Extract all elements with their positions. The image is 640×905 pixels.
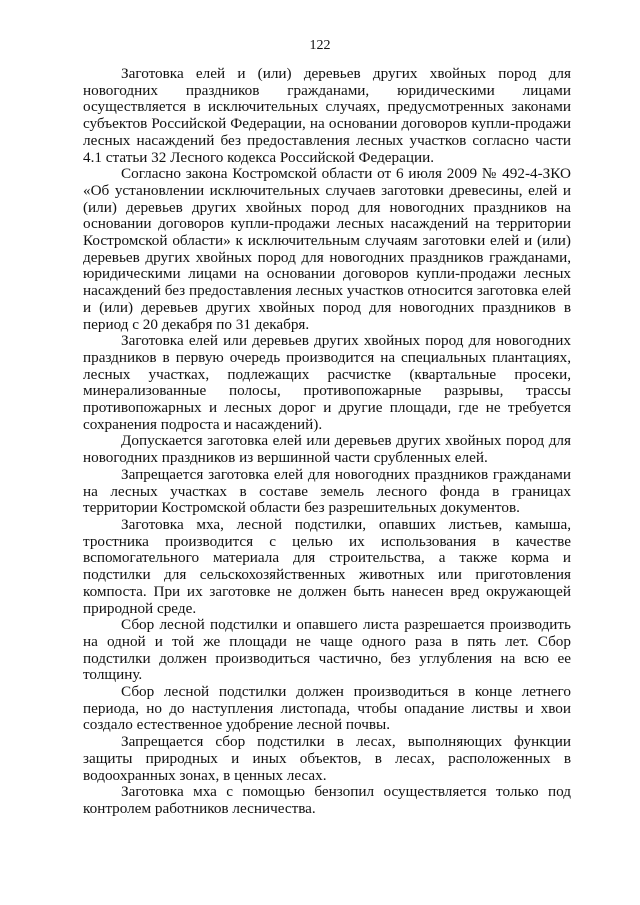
body-text [83, 66, 571, 818]
paragraph-litter-collection-timing: Сбор лесной подстилки должен производиться в конце летнего периода, но до наступления листопада, чтобы опадание листвы и хвои создало естественное удобрение лесной почвы. [83, 683, 571, 734]
paragraph-protected-forests: Запрещается сбор подстилки в лесах, выполняющих функции защиты природных и иных объектов, в лесах, расположенных в водоохранных зонах, в ценных лесах. [83, 733, 571, 784]
paragraph-spruce-harvesting-exceptions: Заготовка елей и (или) деревьев других хвойных пород для новогодних праздников гражданами, юридическими лицами осуществляется в исключительных случаях, предусмотренных законами субъектов Российской Федерации, на основании договоров купли-продажи лесных насаждений без предоставления лесных участков согласно части 4.1 статьи 32 Лесного кодекса Российской Федерации. [83, 65, 571, 166]
paragraph-litter-collection-frequency: Сбор лесной подстилки и опавшего листа разрешается производить на одной и той же площади не чаще одного раза в пять лет. Сбор подстилки должен производиться частично, без углубления на всю ее толщину. [83, 616, 571, 684]
paragraph-moss-chainsaw-control: Заготовка мха с помощью бензопил осуществляется только под контролем работников лесничества. [83, 783, 571, 817]
paragraph-treetop-harvesting: Допускается заготовка елей или деревьев других хвойных пород для новогодних праздников из вершинной части срубленных елей. [83, 432, 571, 467]
page-number: 122 [309, 38, 331, 53]
paragraph-moss-litter-harvesting: Заготовка мха, лесной подстилки, опавших листьев, камыша, тростника производится с целью их использования в качестве вспомогательного материала для строительства, а также корма и подстилки для сельскохозяйственных животных или приготовления компоста. При их заготовке не должен быть нанесен вред окружающей природной среде. [83, 515, 571, 617]
paragraph-priority-areas: Заготовка елей или деревьев других хвойных пород для новогодних праздников в первую очередь производится на специальных плантациях, лесных участках, подлежащих расчистке (квартальные просеки, минерализованные полосы, противопожарные разрывы, трассы противопожарных и лесных дорог и другие площади, где не требуется сохранения подроста и насаждений). [83, 332, 571, 433]
paragraph-kostroma-law: Согласно закона Костромской области от 6 июля 2009 № 492-4-ЗКО «Об установлении исключительных случаев заготовки древесины, елей и (или) деревьев других хвойных пород для новогодних праздников на основании договоров купли-продажи лесных насаждений на территории Костромской области» к исключительным случаям заготовки елей и (или) деревьев других хвойных пород для новогодних праздников гражданами, юридическими лицами на основании договоров купли-продажи лесных насаждений без предоставления лесных участков относится заготовка елей и (или) деревьев других хвойных пород для новогодних праздников в период с 20 декабря по 31 декабря. [83, 165, 571, 333]
paragraph-harvesting-prohibition: Запрещается заготовка елей для новогодних праздников гражданами на лесных участках в составе земель лесного фонда в границах территории Костромской области без разрешительных документов. [83, 465, 571, 517]
